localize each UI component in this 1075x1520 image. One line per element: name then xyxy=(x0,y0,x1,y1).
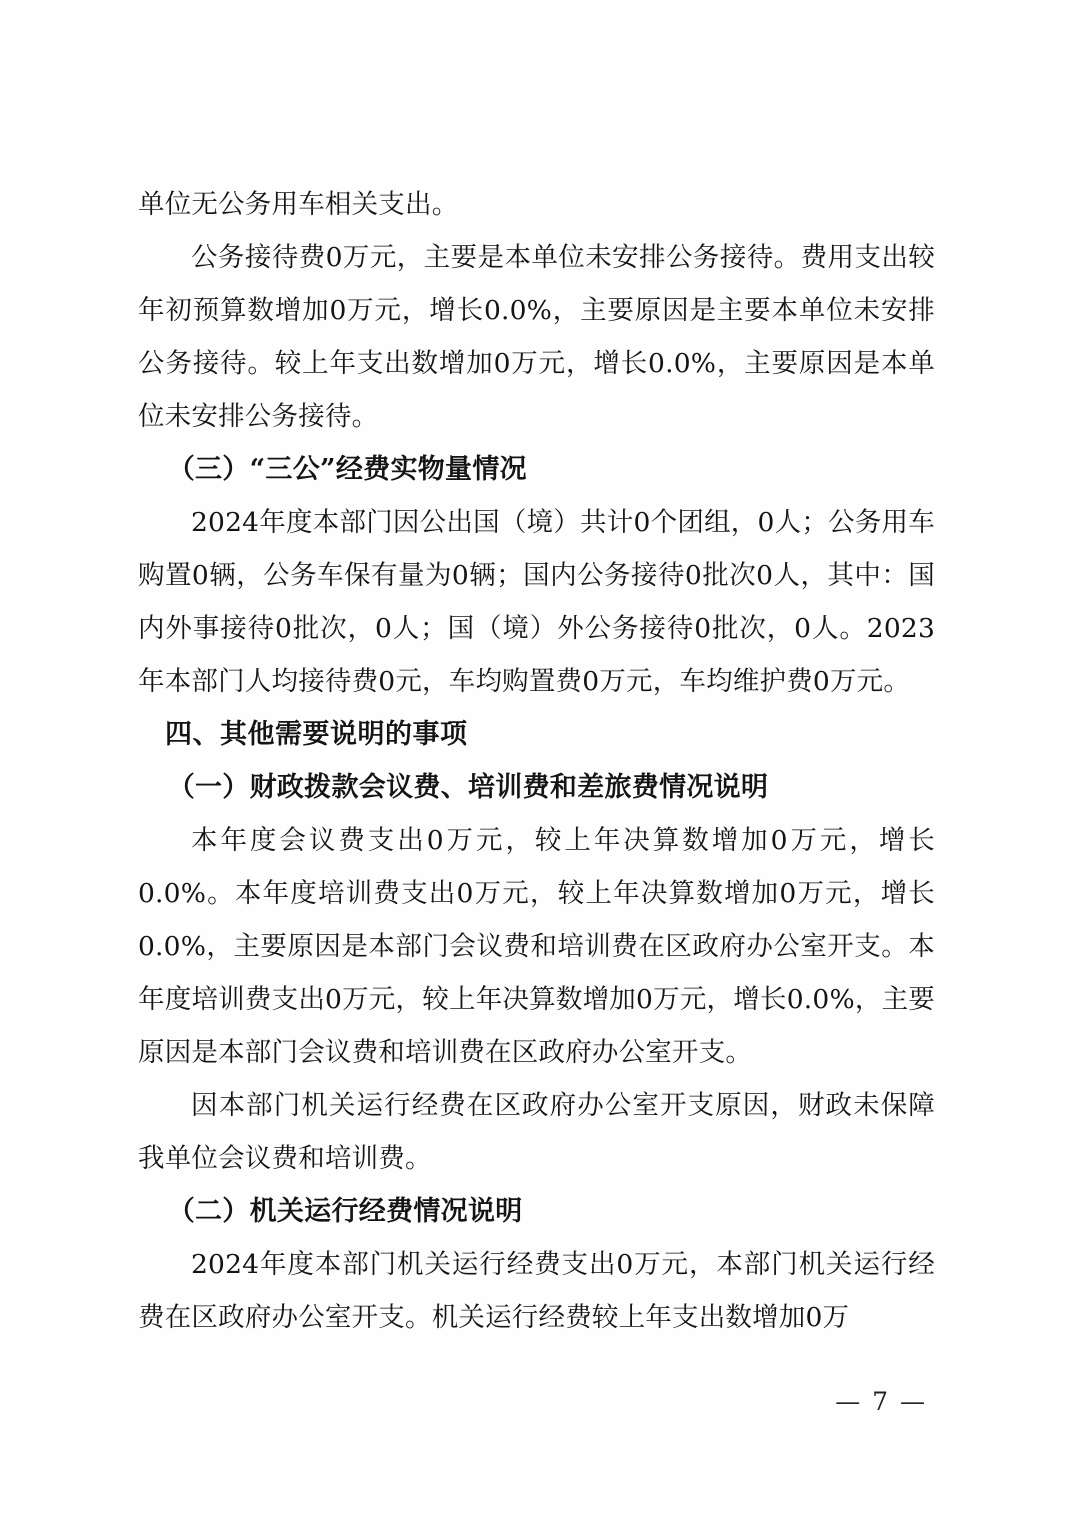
paragraph-continuation: 单位无公务用车相关支出。 xyxy=(138,189,459,220)
paragraph-operating-expense-detail: 2024年度本部门机关运行经费支出0万元，本部门机关运行经费在区政府办公室开支。机关运行经费较上年支出数增加0万 xyxy=(138,1249,935,1333)
heading-meeting-training-travel: （一）财政拨款会议费、培训费和差旅费情况说明 xyxy=(167,772,769,803)
paragraph-meeting-training-detail: 本年度会议费支出0万元，较上年决算数增加0万元，增长0.0%。本年度培训费支出0万元，较上年决算数增加0万元，增长0.0%，主要原因是本部门会议费和培训费在区政府办公室开支。本年度培训费支出0万元，较上年决算数增加0万元，增长0.0%，主要原因是本部门会议费和培训费在区政府办公室开支。 xyxy=(138,825,935,1068)
page-number: — 7 — xyxy=(835,1387,927,1416)
paragraph-official-reception-expense: 公务接待费0万元，主要是本单位未安排公务接待。费用支出较年初预算数增加0万元，增长0.0%，主要原因是主要本单位未安排公务接待。较上年支出数增加0万元，增长0.0%，主要原因是本单位未安排公务接待。 xyxy=(138,242,935,432)
heading-operating-expense: （二）机关运行经费情况说明 xyxy=(167,1196,523,1227)
heading-other-matters: 四、其他需要说明的事项 xyxy=(165,719,468,750)
document-body xyxy=(138,178,935,1344)
paragraph-no-guarantee: 因本部门机关运行经费在区政府办公室开支原因，财政未保障我单位会议费和培训费。 xyxy=(138,1090,935,1174)
paragraph-three-public-details: 2024年度本部门因公出国（境）共计0个团组，0人；公务用车购置0辆，公务车保有量为0辆；国内公务接待0批次0人，其中：国内外事接待0批次，0人；国（境）外公务接待0批次，0人。2023年本部门人均接待费0元，车均购置费0万元，车均维护费0万元。 xyxy=(138,507,935,697)
heading-three-public-quantity: （三）“三公”经费实物量情况 xyxy=(167,454,527,485)
